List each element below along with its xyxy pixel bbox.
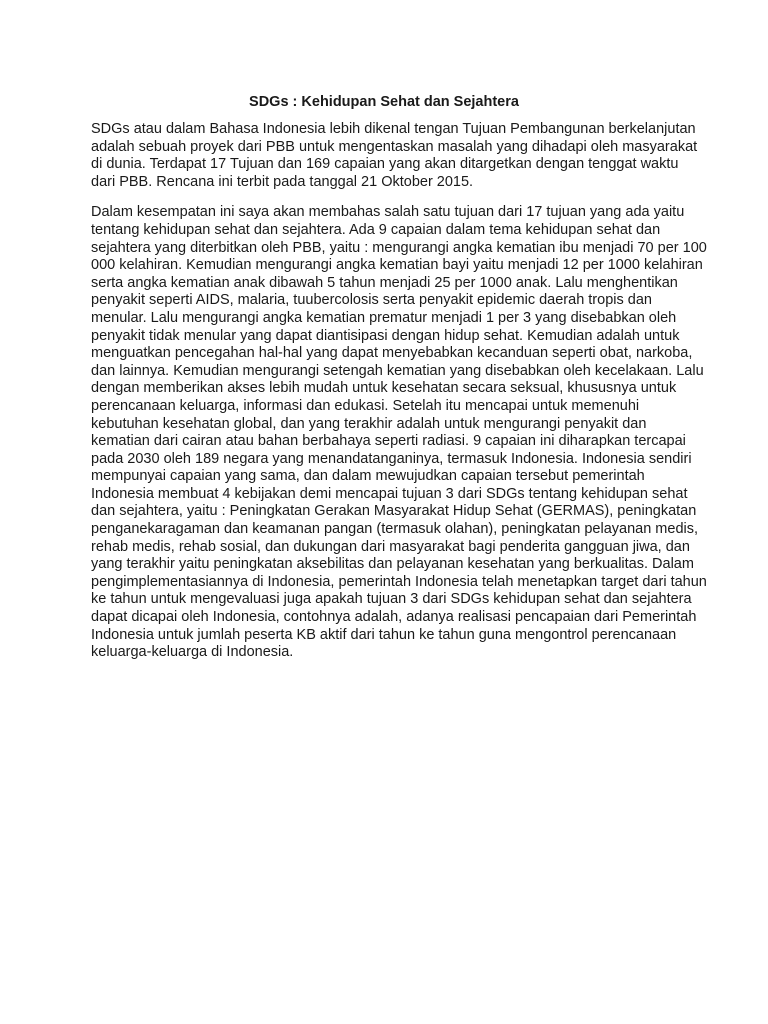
text-line: tentang kehidupan sehat dan sejahtera. Ada 9 capaian dalam tema kehidupan sehat dan: [91, 221, 661, 238]
text-line: penyakit tidak menular yang dapat diantisipasi dengan hidup sehat. Kemudian adalah untuk: [91, 327, 680, 344]
text-line: pengimplementasiannya di Indonesia, pemerintah Indonesia telah menetapkan target dari tahun: [91, 573, 707, 590]
text-line: Dalam kesempatan ini saya akan membahas salah satu tujuan dari 17 tujuan yang ada yaitu: [91, 204, 685, 221]
document-title: SDGs : Kehidupan Sehat dan Sejahtera: [249, 94, 519, 110]
text-line: keluarga-keluarga di Indonesia.: [91, 644, 294, 661]
text-line: sejahtera yang diterbitkan oleh PBB, yaitu : mengurangi angka kematian ibu menjadi 70 per 100: [91, 239, 707, 256]
text-line: menguatkan pencegahan hal-hal yang dapat menyebabkan kecanduan seperti obat, narkoba,: [91, 345, 693, 362]
text-line: dan sejahtera, yaitu : Peningkatan Gerakan Masyarakat Hidup Sehat (GERMAS), peningkatan: [91, 503, 697, 520]
text-line: 000 kelahiran. Kemudian mengurangi angka kematian bayi yaitu menjadi 12 per 1000 kelahiran: [91, 257, 703, 274]
text-line: dan lainnya. Kemudian mengurangi setengah kematian yang disebabkan oleh kecelakaan. Lalu: [91, 362, 704, 379]
text-line: yang terakhir yaitu peningkatan aksebilitas dan pelayanan kesehatan yang berkualitas. Dalam: [91, 556, 694, 573]
text-line: pada 2030 oleh 189 negara yang menandatanganinya, termasuk Indonesia. Indonesia sendiri: [91, 450, 692, 467]
text-line: penganekaragaman dan keamanan pangan (termasuk olahan), peningkatan pelayanan medis,: [91, 521, 699, 538]
text-line: perencanaan keluarga, informasi dan edukasi. Setelah itu mencapai untuk memenuhi: [91, 397, 640, 414]
text-line: SDGs atau dalam Bahasa Indonesia lebih dikenal tengan Tujuan Pembangunan berkelanjutan: [91, 121, 696, 137]
text-line: Indonesia membuat 4 kebijakan demi mencapai tujuan 3 dari SDGs tentang kehidupan sehat: [91, 485, 688, 502]
text-line: dengan memberikan akses lebih mudah untuk kesehatan secara seksual, khususnya untuk: [91, 380, 677, 397]
paragraph-discussion: [91, 204, 707, 661]
text-line: kebutuhan kesehatan global, dan yang terakhir adalah untuk mengurangi penyakit dan: [91, 415, 647, 432]
text-line: Indonesia untuk jumlah peserta KB aktif dari tahun ke tahun guna mengontrol perencanaan: [91, 626, 677, 643]
text-line: di dunia. Terdapat 17 Tujuan dan 169 capaian yang akan ditargetkan dengan tenggat waktu: [91, 156, 679, 173]
text-line: dari PBB. Rencana ini terbit pada tanggal 21 Oktober 2015.: [91, 173, 474, 190]
text-line: serta angka kematian anak dibawah 5 tahun menjadi 25 per 1000 anak. Lalu menghentikan: [91, 274, 678, 291]
text-line: menular. Lalu mengurangi angka kematian prematur menjadi 1 per 3 yang disebabkan oleh: [91, 309, 677, 326]
text-line: adalah sebuah proyek dari PBB untuk mengentaskan masalah yang dihadapi oleh masyarakat: [91, 138, 698, 155]
paragraph-intro: [91, 121, 698, 191]
text-line: dapat dicapai oleh Indonesia, contohnya adalah, adanya realisasi pencapaian dari Pemerintah: [91, 609, 697, 626]
text-line: mempunyai capaian yang sama, dan dalam mewujudkan capaian tersebut pemerintah: [91, 468, 645, 485]
text-line: kematian dari cairan atau bahan berbahaya seperti radiasi. 9 capaian ini diharapkan tercapai: [91, 433, 686, 450]
text-line: rehab medis, rehab sosial, dan dukungan dari masyarakat bagi penderita gangguan jiwa, dan: [91, 538, 690, 555]
text-line: penyakit seperti AIDS, malaria, tuubercolosis serta penyakit epidemic daerah tropis dan: [91, 292, 652, 309]
document-body: [91, 121, 707, 675]
text-line: ke tahun untuk mengevaluasi juga apakah tujuan 3 dari SDGs kehidupan sehat dan sejahtera: [91, 591, 692, 608]
